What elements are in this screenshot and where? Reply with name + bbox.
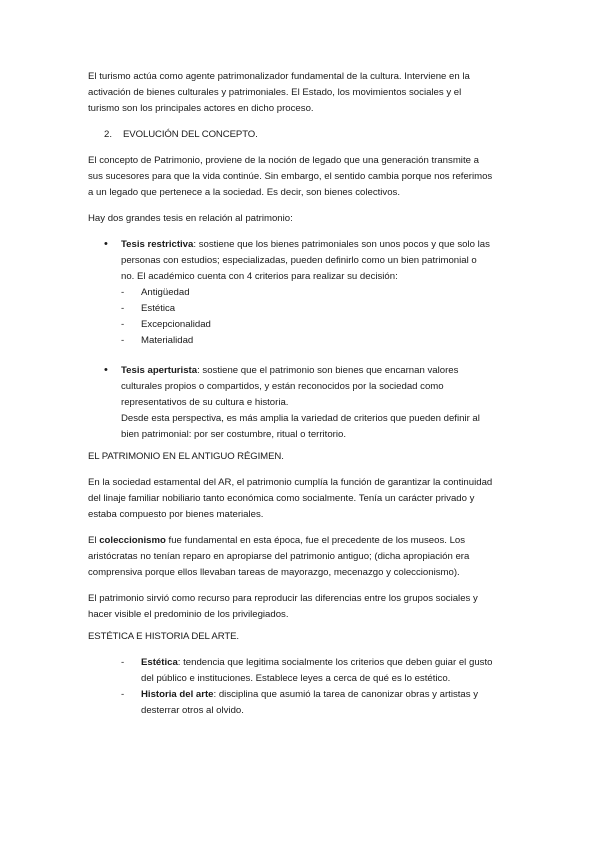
tesis-restrictiva-line-1: Tesis restrictiva: sostiene que los bienes patrimoniales son unos pocos y que solo las [121, 239, 490, 250]
dash-icon: - [121, 303, 125, 314]
antiguo-p3-line-2: hacer visible el predominio de los privilegiados. [88, 609, 289, 620]
section-heading: EVOLUCIÓN DEL CONCEPTO. [123, 129, 258, 140]
theses-intro: Hay dos grandes tesis en relación al patrimonio: [88, 213, 293, 224]
dash-icon: - [121, 335, 125, 346]
tesis-aperturista-line-1: Tesis aperturista: sostiene que el patrimonio son bienes que encarnan valores [121, 365, 459, 376]
bullet-icon: • [104, 238, 108, 250]
criterion-item: Materialidad [141, 335, 194, 346]
criterion-item: Excepcionalidad [141, 319, 211, 330]
concept-line-1: El concepto de Patrimonio, proviene de la noción de legado que una generación transmite a [88, 155, 479, 166]
tesis-aperturista-line-2: culturales propios o compartidos, y están reconocidos por la sociedad como [121, 381, 444, 392]
dash-icon: - [121, 287, 125, 298]
historia-arte-term: Historia del arte [141, 689, 214, 700]
estetica-item-line-1: Estética: tendencia que legitima socialmente los criterios que deben guiar el gusto [141, 657, 493, 668]
concept-line-3: a un legado que pertenece a la sociedad. Es decir, son bienes colectivos. [88, 187, 401, 198]
coleccionismo-term: coleccionismo [99, 535, 166, 546]
estetica-item-line-2: del público e instituciones. Establece leyes a cerca de qué es lo estético. [141, 673, 451, 684]
antiguo-p2-line-3: comprensiva porque ellos llevaban tareas de mayorazgo, mecenazgo y coleccionismo). [88, 567, 460, 578]
dash-icon: - [121, 689, 125, 700]
criterion-item: Estética [141, 303, 176, 314]
antiguo-p1-line-3: estaba compuesto por bienes materiales. [88, 509, 264, 520]
intro-line-3: turismo son los principales actores en dicho proceso. [88, 103, 314, 114]
tesis-restrictiva-term: Tesis restrictiva [121, 239, 194, 250]
antiguo-p3-line-1: El patrimonio sirvió como recurso para reproducir las diferencias entre los grupos sociales y [88, 593, 478, 604]
intro-line-1: El turismo actúa como agente patrimonalizador fundamental de la cultura. Interviene en la [88, 71, 470, 82]
dash-icon: - [121, 657, 125, 668]
estetica-term: Estética [141, 657, 178, 668]
tesis-aperturista-line-5: bien patrimonial: por ser costumbre, ritual o territorio. [121, 429, 347, 440]
tesis-restrictiva-line-3: no. El académico cuenta con 4 criterios para realizar su decisión: [121, 271, 398, 282]
historia-arte-item-line-2: desterrar otros al olvido. [141, 705, 244, 716]
tesis-aperturista-line-4: Desde esta perspectiva, es más amplia la variedad de criterios que pueden definir al [121, 413, 480, 424]
dash-icon: - [121, 319, 125, 330]
antiguo-p2-line-1: El coleccionismo fue fundamental en esta época, fue el precedente de los museos. Los [88, 535, 466, 546]
antiguo-p2-line-2: aristócratas no tenían reparo en apropiarse del patrimonio antiguo; (dicha apropiación era [88, 551, 470, 562]
historia-arte-item-line-1: Historia del arte: disciplina que asumió la tarea de canonizar obras y artistas y [141, 689, 479, 700]
criterion-item: Antigüedad [141, 287, 190, 298]
bullet-icon: • [104, 364, 108, 376]
tesis-restrictiva-line-2: personas con estudios; especializadas, pueden definirlo como un bien patrimonial o [121, 255, 477, 266]
estetica-heading: ESTÉTICA E HISTORIA DEL ARTE. [88, 631, 240, 642]
antiguo-p1-line-2: del linaje familiar nobiliario tanto económica como socialmente. Tenía un carácter privado y [88, 493, 475, 504]
section-number: 2. [104, 129, 113, 140]
intro-line-2: activación de bienes culturales y patrimoniales. El Estado, los movimientos sociales y el [88, 87, 462, 98]
concept-line-2: sus sucesores para que la vida continúe. Sin embargo, el sentido cambia porque nos referimos [88, 171, 493, 182]
antiguo-p1-line-1: En la sociedad estamental del AR, el patrimonio cumplía la función de garantizar la continuidad [88, 477, 493, 488]
tesis-aperturista-term: Tesis aperturista [121, 365, 198, 376]
tesis-aperturista-line-3: representativos de su cultura e historia. [121, 397, 289, 408]
antiguo-regimen-heading: EL PATRIMONIO EN EL ANTIGUO RÉGIMEN. [88, 451, 284, 462]
